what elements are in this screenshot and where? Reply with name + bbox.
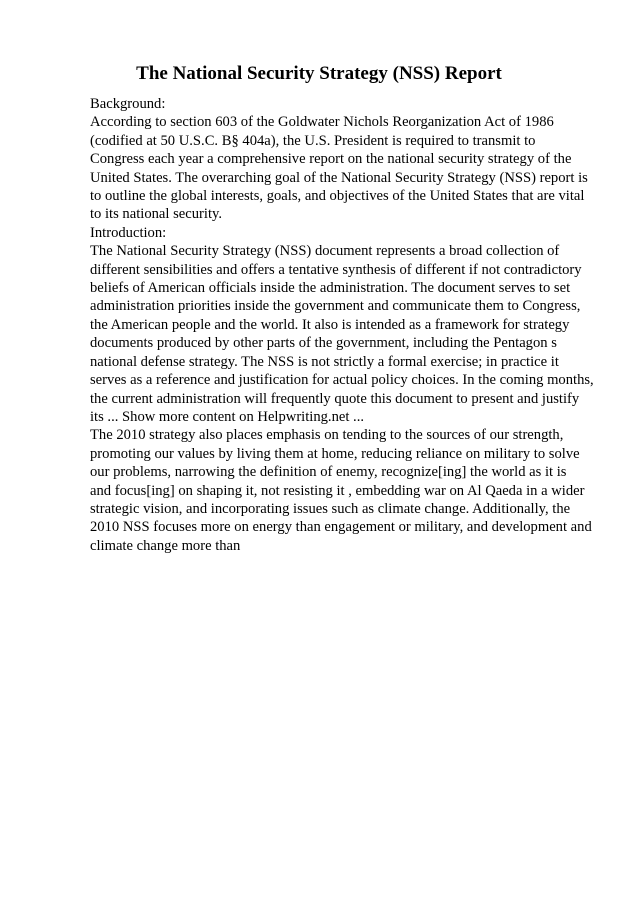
body-line: to its national security. — [90, 206, 222, 223]
body-line: different sensibilities and offers a tentative synthesis of different if not contradictory — [90, 261, 582, 278]
body-line: to outline the global interests, goals, and objectives of the United States that are vital — [90, 188, 585, 205]
body-line: The 2010 strategy also places emphasis on tending to the sources of our strength, — [90, 427, 564, 444]
body-line: beliefs of American officials inside the administration. The document serves to set — [90, 280, 571, 297]
body-line: administration priorities inside the government and communicate them to Congress, — [90, 298, 581, 315]
document-body — [90, 95, 610, 555]
body-line: our problems, narrowing the definition of enemy, recognize[ing] the world as it is — [90, 464, 567, 481]
document-title: The National Security Strategy (NSS) Report — [136, 63, 502, 84]
body-line: United States. The overarching goal of the National Security Strategy (NSS) report is — [90, 169, 588, 186]
body-line: Congress each year a comprehensive report on the national security strategy of the — [90, 151, 572, 168]
body-line: serves as a reference and justification for actual policy choices. In the coming months, — [90, 372, 594, 389]
body-line: promoting our values by living them at home, reducing reliance on military to solve — [90, 445, 580, 462]
body-line: national defense strategy. The NSS is not strictly a formal exercise; in practice it — [90, 353, 559, 370]
body-line: The National Security Strategy (NSS) document represents a broad collection of — [90, 243, 560, 260]
body-line: the current administration will frequently quote this document to present and justify — [90, 390, 580, 407]
body-line: According to section 603 of the Goldwater Nichols Reorganization Act of 1986 — [90, 114, 554, 131]
heading-introduction: Introduction: — [90, 224, 167, 241]
body-line: documents produced by other parts of the government, including the Pentagon s — [90, 335, 557, 352]
body-line: and focus[ing] on shaping it, not resisting it , embedding war on Al Qaeda in a wider — [90, 482, 585, 499]
show-more-line: its ... Show more content on Helpwriting.net ... — [90, 408, 365, 425]
body-line: 2010 NSS focuses more on energy than engagement or military, and development and — [90, 519, 592, 536]
heading-background: Background: — [90, 96, 166, 112]
body-line: the American people and the world. It also is intended as a framework for strategy — [90, 316, 570, 333]
body-line: (codified at 50 U.S.C. B§ 404a), the U.S. President is required to transmit to — [90, 132, 536, 149]
body-line: climate change more than — [90, 537, 241, 554]
body-line: strategic vision, and incorporating issues such as climate change. Additionally, the — [90, 500, 571, 517]
